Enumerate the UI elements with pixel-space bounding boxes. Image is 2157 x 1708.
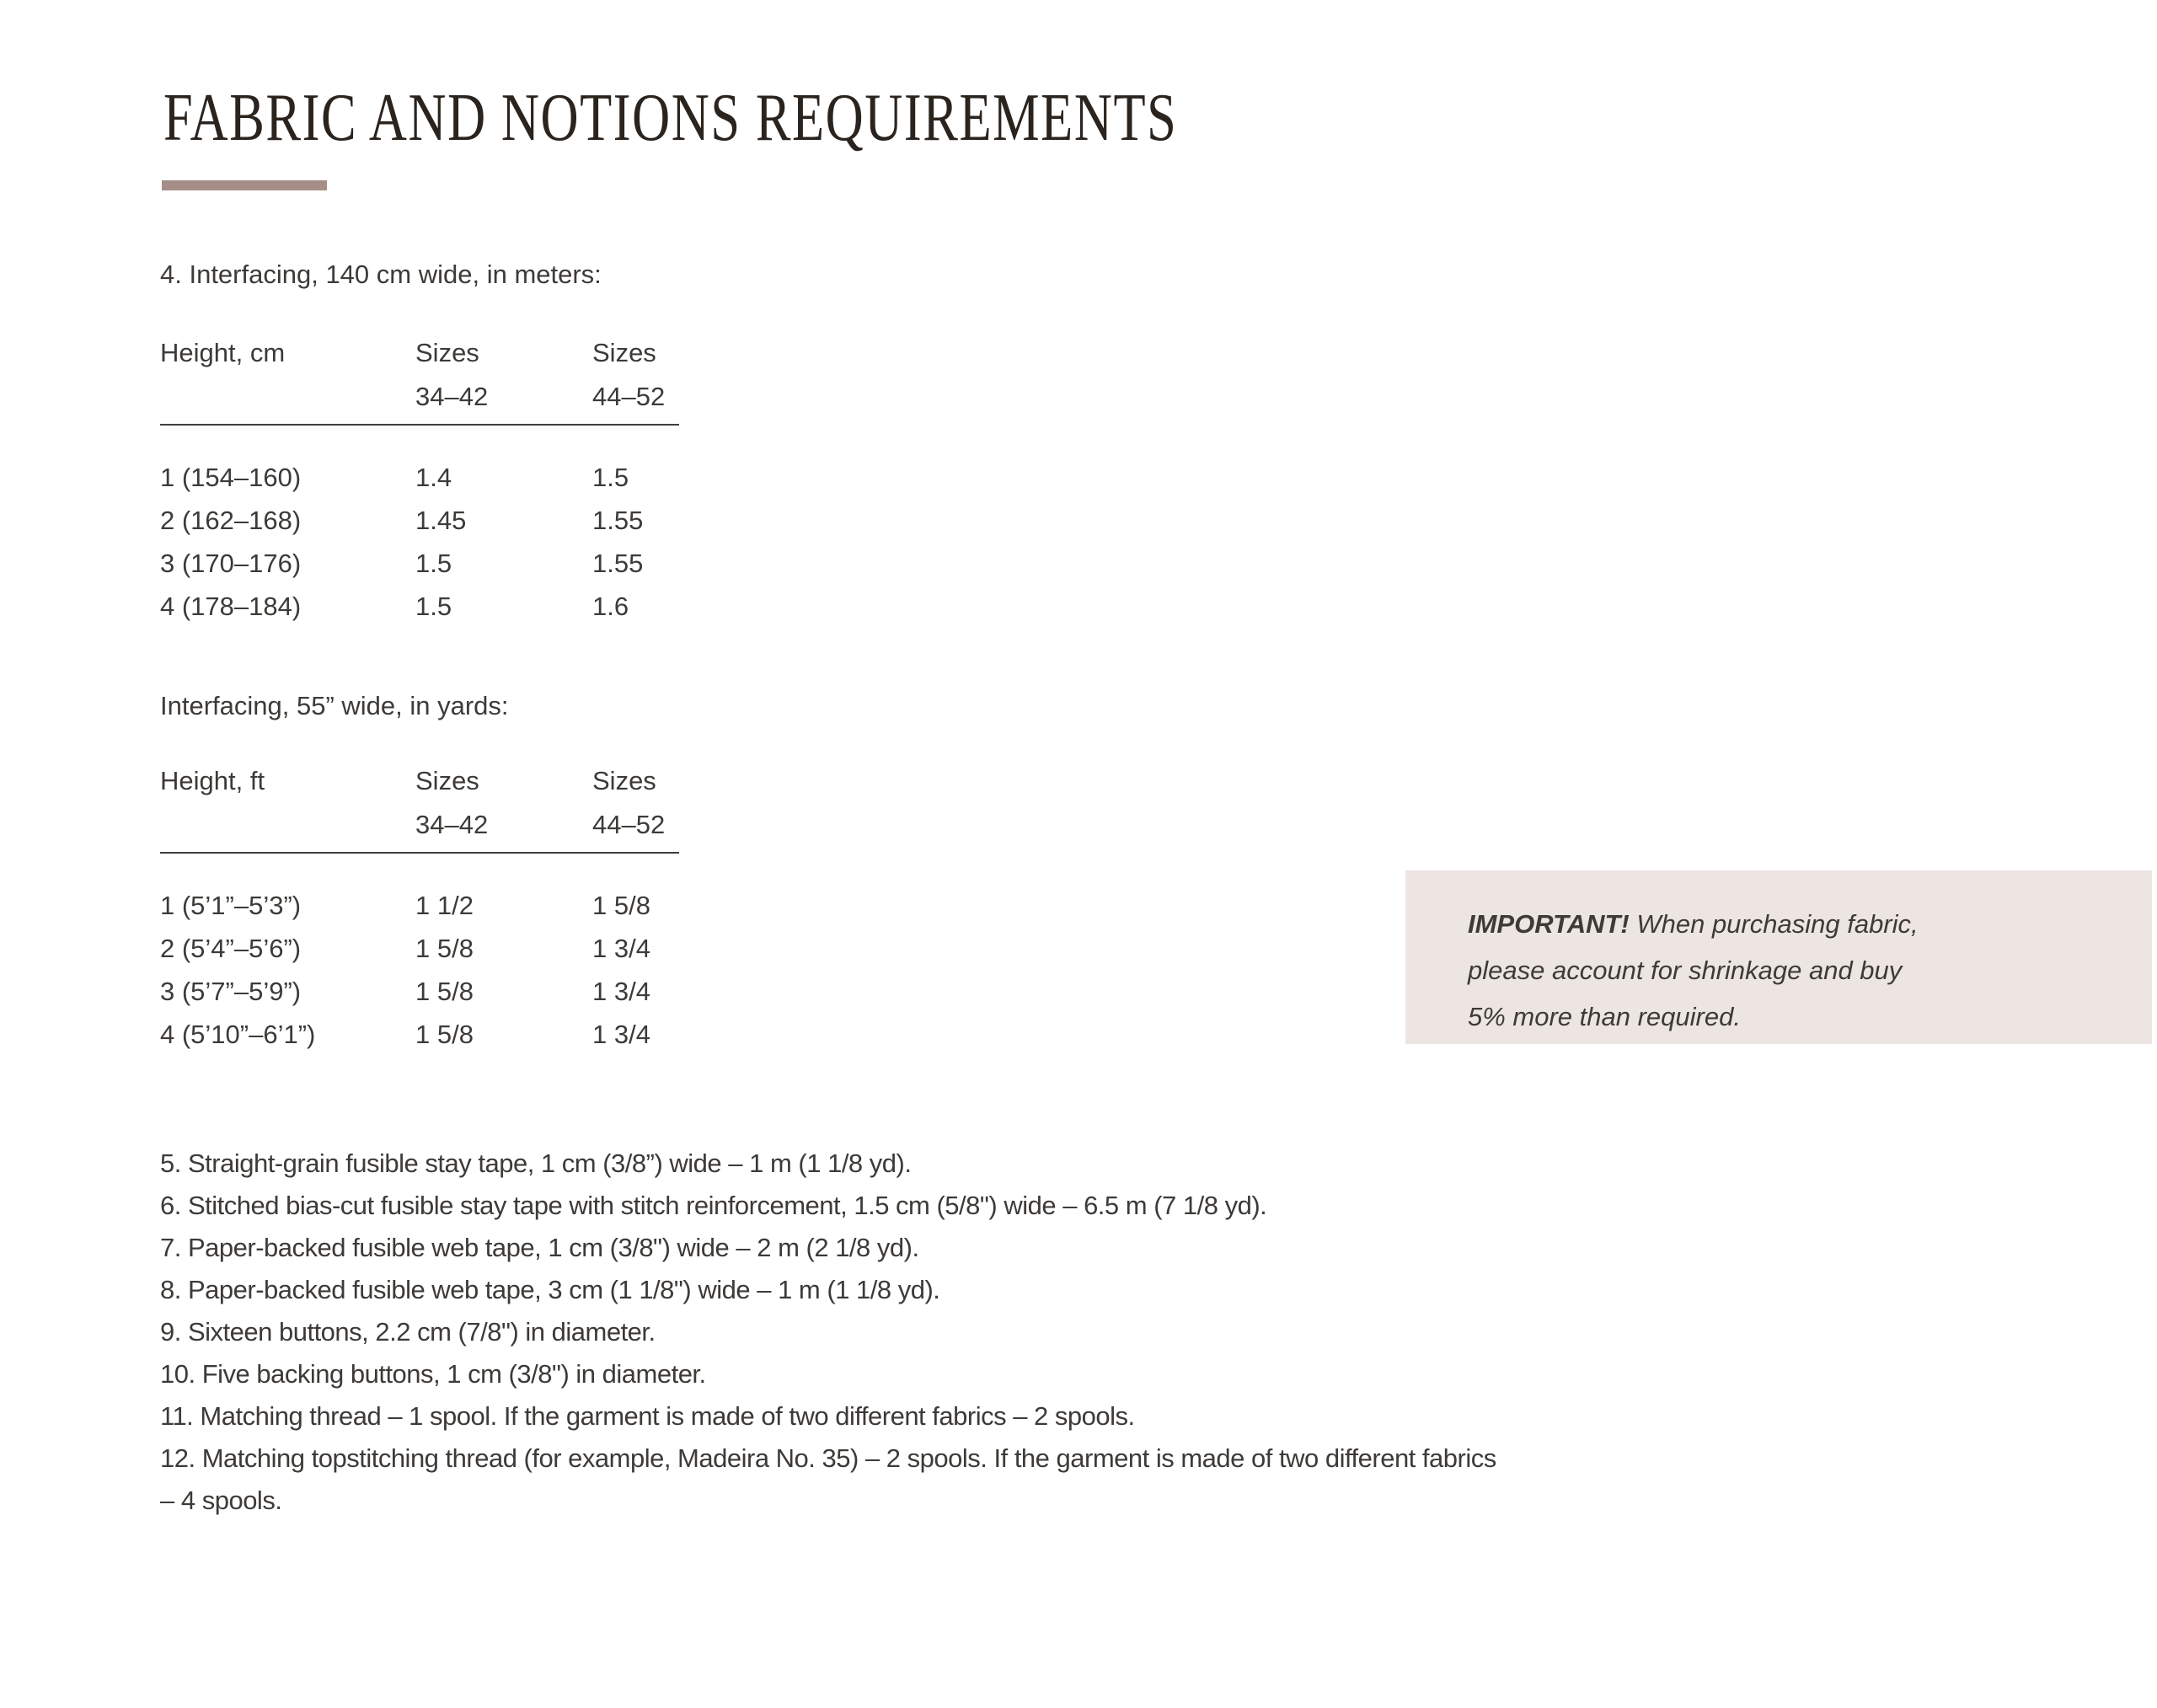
cell-sizes-34-42: 1.5	[415, 549, 452, 578]
column-header-line: Sizes	[592, 338, 656, 367]
notions-item: 6. Stitched bias-cut fusible stay tape with stitch reinforcement, 1.5 cm (5/8") wide – 6.5 m (7 1/8 yd).	[160, 1191, 1267, 1220]
table-rule	[160, 852, 679, 854]
interfacing-imperial-table	[160, 759, 679, 1056]
column-header-line: 44–52	[592, 810, 666, 839]
cell-sizes-34-42: 1.45	[415, 506, 467, 535]
table-body	[160, 884, 679, 1056]
cell-height: 3 (170–176)	[160, 549, 302, 578]
table-row	[160, 456, 679, 499]
cell-sizes-34-42: 1 5/8	[415, 934, 474, 963]
column-header-height: Height, ft	[160, 766, 265, 795]
column-header-line: Sizes	[592, 766, 656, 795]
table-header-row	[160, 759, 679, 847]
notions-item: 10. Five backing buttons, 1 cm (3/8") in diameter.	[160, 1359, 706, 1389]
column-header-line: 44–52	[592, 382, 666, 411]
cell-sizes-34-42: 1 5/8	[415, 977, 474, 1006]
column-header-sizes-44-52	[592, 331, 679, 419]
table-row	[160, 542, 679, 585]
table-body	[160, 456, 679, 628]
column-header-sizes-34-42	[415, 759, 592, 847]
cell-height: 4 (178–184)	[160, 592, 302, 621]
notions-item: 7. Paper-backed fusible web tape, 1 cm (3/8") wide – 2 m (2 1/8 yd).	[160, 1233, 919, 1262]
important-note-line	[1468, 901, 2118, 947]
column-header-sizes-34-42	[415, 331, 592, 419]
table-row	[160, 970, 679, 1013]
cell-sizes-44-52: 1 5/8	[592, 891, 650, 920]
important-note-label: IMPORTANT!	[1468, 909, 1630, 939]
cell-sizes-44-52: 1 3/4	[592, 977, 650, 1006]
column-header-line: 34–42	[415, 810, 489, 839]
column-header-sizes-44-52	[592, 759, 679, 847]
table-header-row	[160, 331, 679, 419]
interfacing-metric-table	[160, 331, 679, 628]
important-note	[1405, 870, 2152, 1044]
cell-height: 2 (162–168)	[160, 506, 302, 535]
notions-item: 9. Sixteen buttons, 2.2 cm (7/8") in diameter.	[160, 1317, 656, 1347]
cell-sizes-34-42: 1.4	[415, 463, 452, 492]
interfacing-metric-intro: 4. Interfacing, 140 cm wide, in meters:	[160, 260, 602, 289]
table-row	[160, 927, 679, 970]
cell-height: 2 (5’4”–5’6”)	[160, 934, 302, 963]
cell-sizes-44-52: 1 3/4	[592, 1020, 650, 1049]
column-header-height: Height, cm	[160, 338, 286, 367]
notions-item: 11. Matching thread – 1 spool. If the garment is made of two different fabrics – 2 spools.	[160, 1401, 1135, 1431]
cell-sizes-44-52: 1.55	[592, 506, 644, 535]
table-rule	[160, 424, 679, 426]
title-underline	[162, 180, 327, 190]
notions-list	[160, 1143, 1508, 1522]
page-title: FABRIC AND NOTIONS REQUIREMENTS	[163, 81, 1178, 155]
table-row	[160, 585, 679, 628]
table-row	[160, 1013, 679, 1056]
cell-sizes-34-42: 1.5	[415, 592, 452, 621]
cell-sizes-34-42: 1 5/8	[415, 1020, 474, 1049]
notions-item: 12. Matching topstitching thread (for example, Madeira No. 35) – 2 spools. If the garment is made of two different fabrics – 4 spools.	[160, 1443, 1496, 1515]
important-note-text: When purchasing fabric,	[1629, 909, 1919, 939]
table-row	[160, 884, 679, 927]
cell-sizes-44-52: 1 3/4	[592, 934, 650, 963]
notions-item: 8. Paper-backed fusible web tape, 3 cm (1 1/8") wide – 1 m (1 1/8 yd).	[160, 1275, 940, 1304]
table-row	[160, 499, 679, 542]
cell-sizes-44-52: 1.5	[592, 463, 629, 492]
important-note-line: please account for shrinkage and buy	[1468, 956, 1903, 985]
interfacing-imperial-intro: Interfacing, 55” wide, in yards:	[160, 691, 509, 720]
column-header-line: Sizes	[415, 766, 479, 795]
cell-height: 1 (154–160)	[160, 463, 302, 492]
cell-sizes-44-52: 1.55	[592, 549, 644, 578]
cell-sizes-44-52: 1.6	[592, 592, 629, 621]
column-header-line: Sizes	[415, 338, 479, 367]
cell-height: 4 (5’10”–6’1”)	[160, 1020, 316, 1049]
cell-sizes-34-42: 1 1/2	[415, 891, 474, 920]
cell-height: 3 (5’7”–5’9”)	[160, 977, 302, 1006]
notions-item: 5. Straight-grain fusible stay tape, 1 cm (3/8”) wide – 1 m (1 1/8 yd).	[160, 1148, 912, 1178]
column-header-line: 34–42	[415, 382, 489, 411]
cell-height: 1 (5’1”–5’3”)	[160, 891, 302, 920]
important-note-line: 5% more than required.	[1468, 1002, 1741, 1031]
